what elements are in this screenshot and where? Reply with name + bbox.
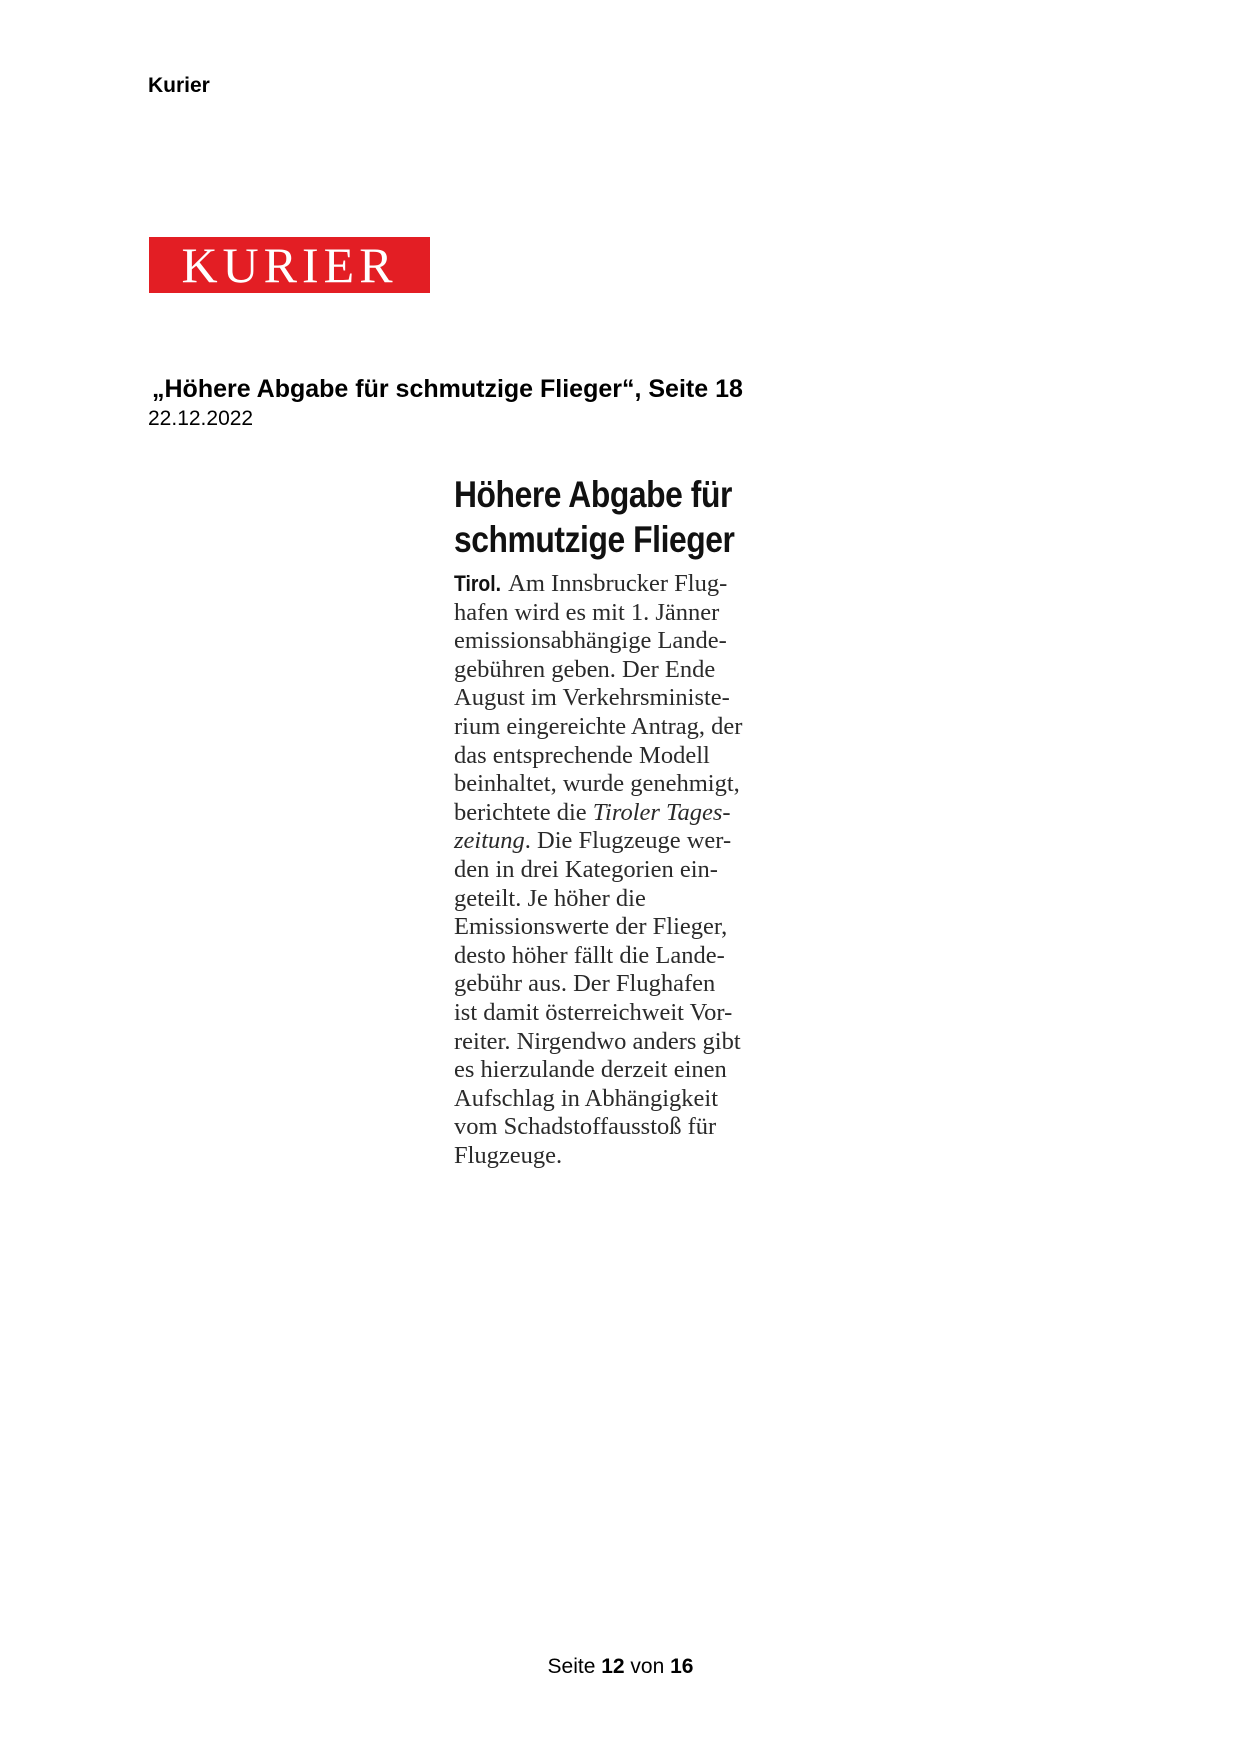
body-line: emissionsabhängige Lande-	[454, 627, 727, 655]
newspaper-name: zeitung	[454, 827, 525, 855]
body-line	[454, 570, 794, 599]
body-line: Flugzeuge.	[454, 1141, 563, 1169]
body-line: reiter. Nirgendwo anders gibt	[454, 1027, 741, 1055]
article-body	[454, 570, 794, 1170]
body-line: hafen wird es mit 1. Jänner	[454, 598, 720, 626]
body-line: gebühr aus. Der Flughafen	[454, 970, 716, 998]
source-name: Kurier	[148, 74, 210, 97]
body-line: desto höher fällt die Lande-	[454, 941, 725, 969]
body-line: vom Schadstoffausstoß für	[454, 1113, 717, 1141]
kurier-logo	[149, 237, 430, 293]
article-headline	[454, 472, 746, 562]
page-of-label: von	[624, 1655, 671, 1678]
body-line: ist damit österreichweit Vor-	[454, 998, 733, 1026]
page-number	[0, 1655, 1241, 1679]
body-text: . Die Flugzeuge wer-	[524, 827, 732, 855]
dateline: Tirol.	[454, 571, 501, 596]
body-line: rium eingereichte Antrag, der	[454, 712, 743, 740]
article-clipping	[454, 472, 794, 1170]
article-reference-title: „Höhere Abgabe für schmutzige Flieger“, Seite 18	[152, 375, 743, 403]
total-pages: 16	[670, 1655, 694, 1678]
body-line: Emissionswerte der Flieger,	[454, 913, 728, 941]
body-line	[454, 827, 794, 856]
headline-line: Höhere Abgabe für	[454, 474, 732, 515]
newspaper-name: Tiroler Tages-	[592, 798, 731, 826]
body-text: berichtete die	[454, 798, 593, 826]
body-line: beinhaltet, wurde genehmigt,	[454, 770, 740, 798]
body-line: Aufschlag in Abhängigkeit	[454, 1084, 719, 1112]
body-line: August im Verkehrsministe-	[454, 684, 730, 712]
body-line: geteilt. Je höher die	[454, 884, 646, 912]
body-text: Am Innsbrucker Flug-	[503, 570, 728, 597]
article-date: 22.12.2022	[148, 407, 254, 430]
body-line	[454, 799, 794, 828]
logo-text: KURIER	[181, 237, 398, 293]
headline-line: schmutzige Flieger	[454, 519, 735, 560]
body-line: das entsprechende Modell	[454, 741, 710, 769]
current-page: 12	[601, 1655, 625, 1678]
body-line: gebühren geben. Der Ende	[454, 655, 716, 683]
body-line: den in drei Kategorien ein-	[454, 855, 718, 883]
body-line: es hierzulande derzeit einen	[454, 1056, 727, 1084]
page-label: Seite	[547, 1655, 602, 1678]
